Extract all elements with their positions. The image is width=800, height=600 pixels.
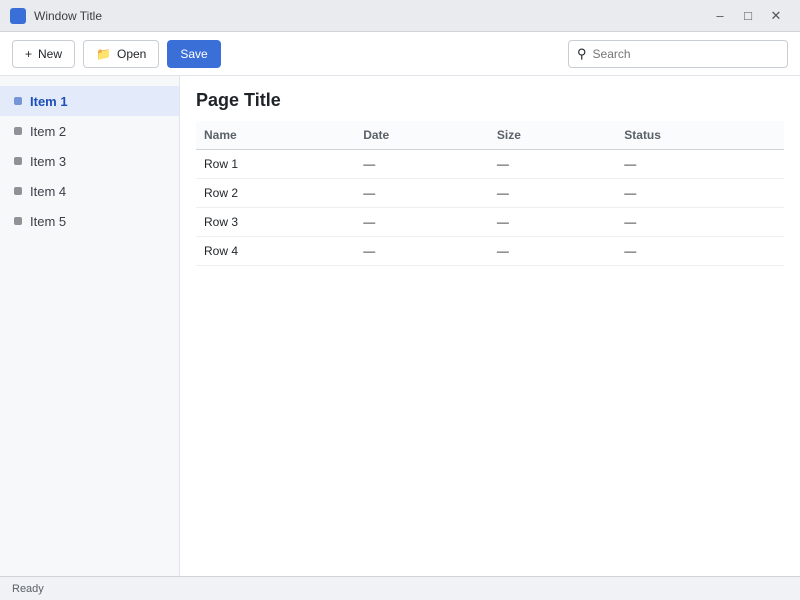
sidebar-item-label: Item 4	[30, 183, 67, 199]
sidebar-item-label: Item 3	[30, 153, 67, 169]
status-bar	[0, 576, 800, 600]
open-button-label: Open	[116, 46, 147, 61]
data-table	[196, 121, 784, 266]
open-button[interactable]	[83, 40, 159, 68]
toolbar	[0, 32, 800, 76]
maximize-icon[interactable]: □	[744, 8, 752, 23]
close-icon[interactable]: ✕	[770, 7, 782, 23]
folder-icon: 📁	[96, 46, 111, 61]
status-text: Ready	[12, 582, 44, 595]
item-icon	[14, 127, 22, 135]
sidebar-item-4[interactable]	[0, 176, 179, 206]
table-cell: —	[489, 179, 616, 208]
table-cell: —	[355, 208, 489, 237]
table-cell: —	[489, 150, 616, 179]
title-bar	[0, 0, 800, 32]
sidebar	[0, 76, 180, 576]
item-icon	[14, 157, 22, 165]
table-cell: —	[616, 237, 784, 266]
main-panel	[180, 76, 800, 576]
table-cell: Row 1	[196, 150, 355, 179]
table-cell: Row 2	[196, 179, 355, 208]
content-area	[0, 76, 800, 576]
column-header[interactable]: Status	[616, 121, 784, 150]
sidebar-item-3[interactable]	[0, 146, 179, 176]
sidebar-item-1[interactable]	[0, 86, 179, 116]
save-button-label: Save	[180, 46, 208, 61]
sidebar-item-2[interactable]	[0, 116, 179, 146]
app-icon	[10, 8, 26, 24]
table-header-row	[196, 121, 784, 150]
column-header[interactable]: Name	[196, 121, 355, 150]
table-cell: —	[489, 237, 616, 266]
table-cell: —	[355, 179, 489, 208]
search-icon: ⚲	[577, 45, 587, 61]
new-button-label: New	[38, 46, 63, 61]
table-cell: —	[489, 208, 616, 237]
table-row[interactable]	[196, 150, 784, 179]
plus-icon: +	[25, 46, 33, 61]
table-cell: Row 4	[196, 237, 355, 266]
column-header[interactable]: Size	[489, 121, 616, 150]
save-button[interactable]	[167, 40, 220, 68]
sidebar-item-label: Item 2	[30, 123, 67, 139]
table-cell: Row 3	[196, 208, 355, 237]
item-icon	[14, 97, 22, 105]
table-row[interactable]	[196, 237, 784, 266]
table-cell: —	[616, 208, 784, 237]
sidebar-item-label: Item 5	[30, 213, 67, 229]
search-box	[568, 40, 788, 68]
sidebar-item-5[interactable]	[0, 206, 179, 236]
item-icon	[14, 187, 22, 195]
table-cell: —	[355, 237, 489, 266]
table-cell: —	[616, 150, 784, 179]
table-row[interactable]	[196, 208, 784, 237]
minimize-icon[interactable]: –	[716, 8, 724, 23]
column-header[interactable]: Date	[355, 121, 489, 150]
search-input[interactable]	[593, 47, 779, 61]
sidebar-item-label: Item 1	[30, 93, 68, 109]
table-cell: —	[355, 150, 489, 179]
table-cell: —	[616, 179, 784, 208]
table-row[interactable]	[196, 179, 784, 208]
item-icon	[14, 217, 22, 225]
window-title: Window Title	[34, 8, 103, 23]
new-button[interactable]	[12, 40, 75, 68]
page-title: Page Title	[196, 90, 281, 110]
